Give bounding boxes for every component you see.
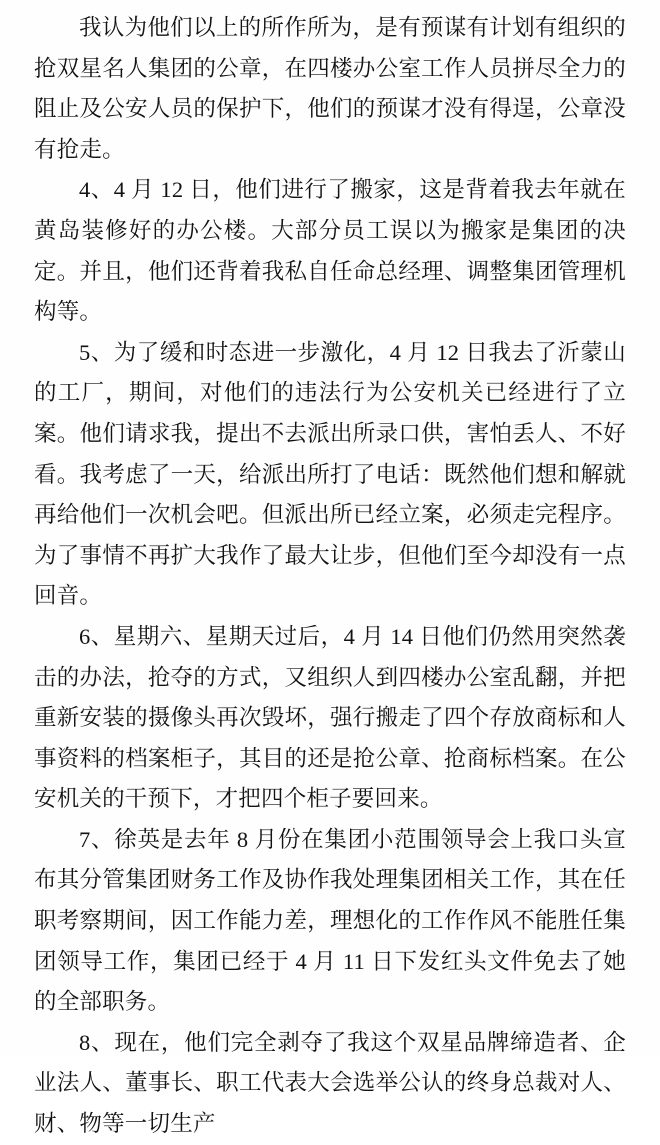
document-body [34, 8, 626, 1145]
paragraph: 4、4 月 12 日，他们进行了搬家，这是背着我去年就在黄岛装修好的办公楼。大部分员工误以为搬家是集团的决定。并且，他们还背着我私自任命总经理、调整集团管理机构等。 [34, 177, 626, 325]
paragraph: 6、星期六、星期天过后，4 月 14 日他们仍然用突然袭击的办法，抢夺的方式，又组织人到四楼办公室乱翻，并把重新安装的摄像头再次毁坏，强行搬走了四个存放商标和人事资料的档案柜子，其目的还是抢公章、抢商标档案。在公安机关的干预下，才把四个柜子要回来。 [34, 623, 626, 812]
paragraph: 5、为了缓和时态进一步激化，4 月 12 日我去了沂蒙山的工厂，期间，对他们的违法行为公安机关已经进行了立案。他们请求我，提出不去派出所录口供，害怕丢人、不好看。我考虑了一天，给派出所打了电话：既然他们想和解就再给他们一次机会吧。但派出所已经立案，必须走完程序。为了事情不再扩大我作了最大让步，但他们至今却没有一点回音。 [34, 339, 626, 609]
paragraph: 8、现在，他们完全剥夺了我这个双星品牌缔造者、企业法人、董事长、职工代表大会选举公认的终身总裁对人、财、物等一切生产 [34, 1029, 626, 1137]
paragraph: 我认为他们以上的所作所为，是有预谋有计划有组织的抢双星名人集团的公章，在四楼办公室工作人员拼尽全力的阻止及公安人员的保护下，他们的预谋才没有得逞，公章没有抢走。 [34, 15, 626, 162]
paragraph: 7、徐英是去年 8 月份在集团小范围领导会上我口头宣布其分管集团财务工作及协作我处理集团相关工作，其在任职考察期间，因工作能力差，理想化的工作作风不能胜任集团领导工作，集团已经于 4 月 11 日下发红头文件免去了她的全部职务。 [34, 826, 626, 1015]
